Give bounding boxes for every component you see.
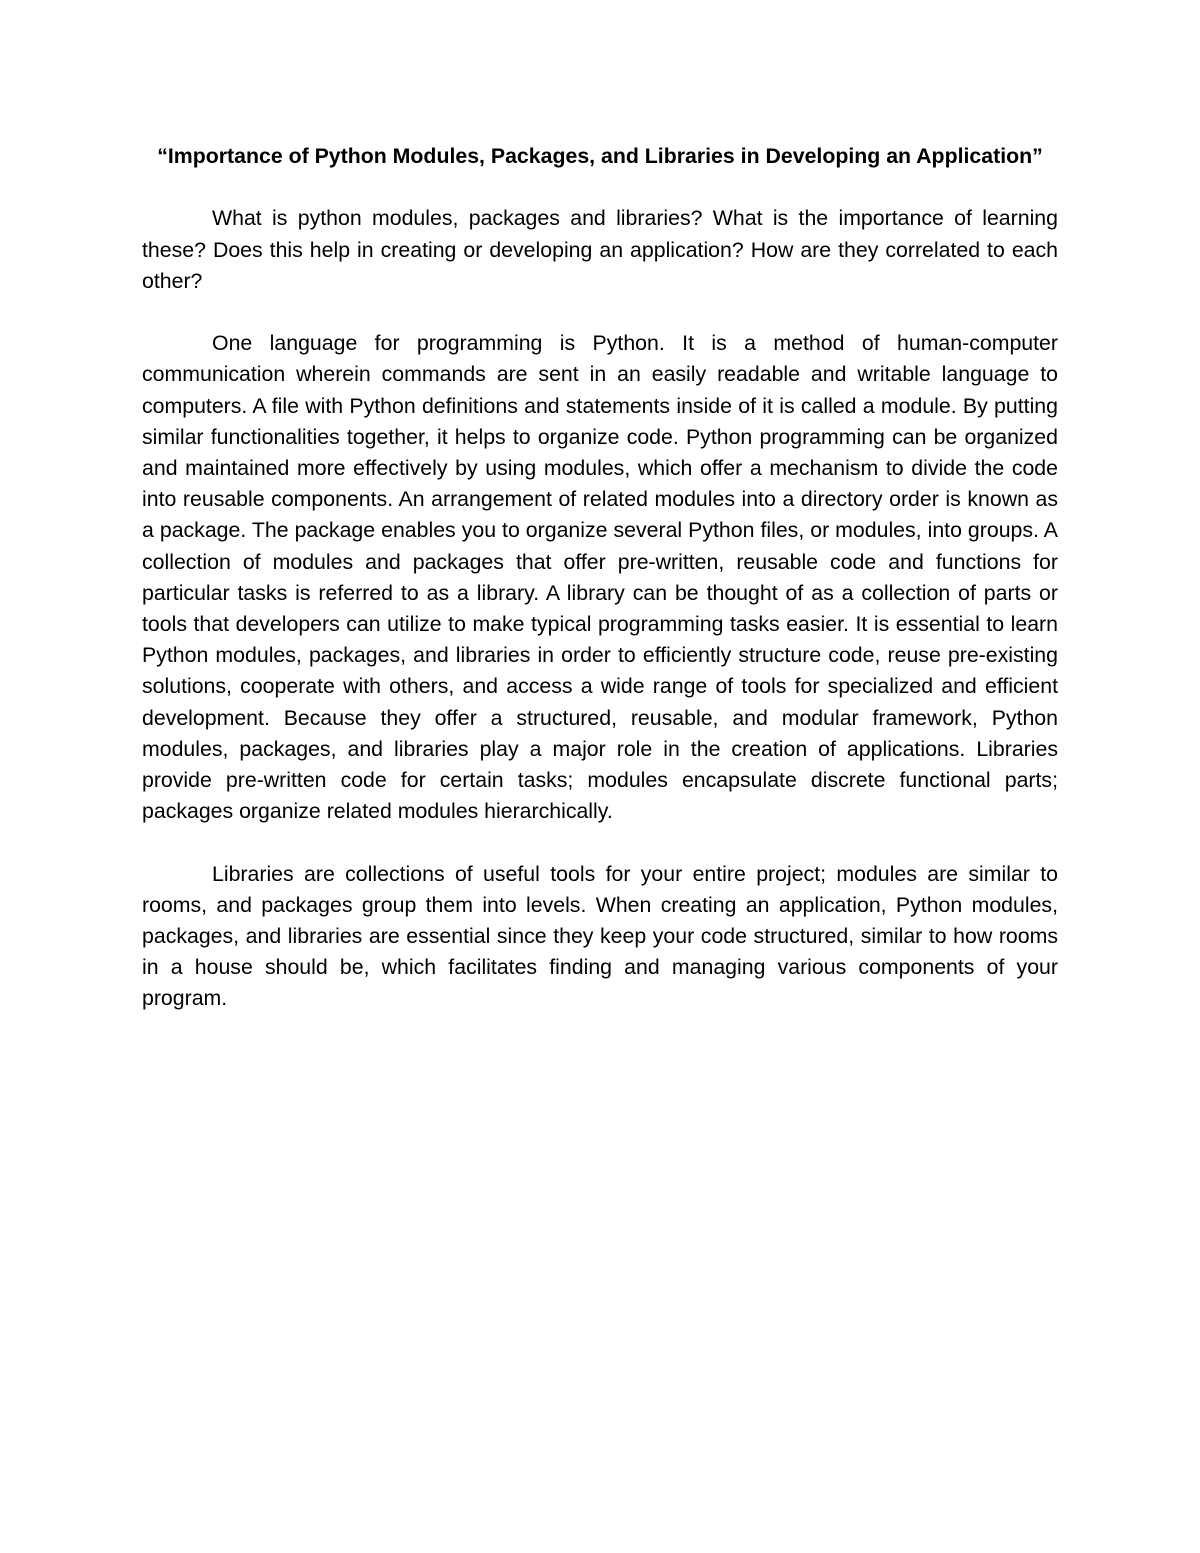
- paragraph-questions: What is python modules, packages and libraries? What is the importance of learning these? Does this help in creating or developing an application? How are they correlated to each other?: [142, 206, 1058, 293]
- paragraph-conclusion: Libraries are collections of useful tools for your entire project; modules are similar to rooms, and packages group them into levels. When creating an application, Python modules, packages, and libraries are essential since they keep your code structured, similar to how rooms in a house should be, which facilitates finding and managing various components of your program.: [142, 861, 1058, 1011]
- spacer: [142, 827, 1058, 858]
- spacer: [142, 172, 1058, 203]
- paragraph-definitions: One language for programming is Python. It is a method of human-computer communication wherein commands are sent in an easily readable and writable language to computers. A file with Python definitions and statements inside of it is called a module. By putting similar functionalities together, it helps to organize code. Python programming can be organized and maintained more effectively by using modules, which offer a mechanism to divide the code into reusable components. An arrangement of related modules into a directory order is known as a package. The package enables you to organize several Python files, or modules, into groups. A collection of modules and packages that offer pre-written, reusable code and functions for particular tasks is referred to as a library. A library can be thought of as a collection of parts or tools that developers can utilize to make typical programming tasks easier. It is essential to learn Python modules, packages, and libraries in order to efficiently structure code, reuse pre-existing solutions, cooperate with others, and access a wide range of tools for specialized and efficient development. Because they offer a structured, reusable, and modular framework, Python modules, packages, and libraries play a major role in the creation of applications. Libraries provide pre-written code for certain tasks; modules encapsulate discrete functional parts; packages organize related modules hierarchically.: [142, 331, 1058, 824]
- document-body: [142, 141, 1058, 1015]
- document-title: “Importance of Python Modules, Packages, and Libraries in Developing an Application”: [157, 144, 1043, 168]
- spacer: [142, 297, 1058, 328]
